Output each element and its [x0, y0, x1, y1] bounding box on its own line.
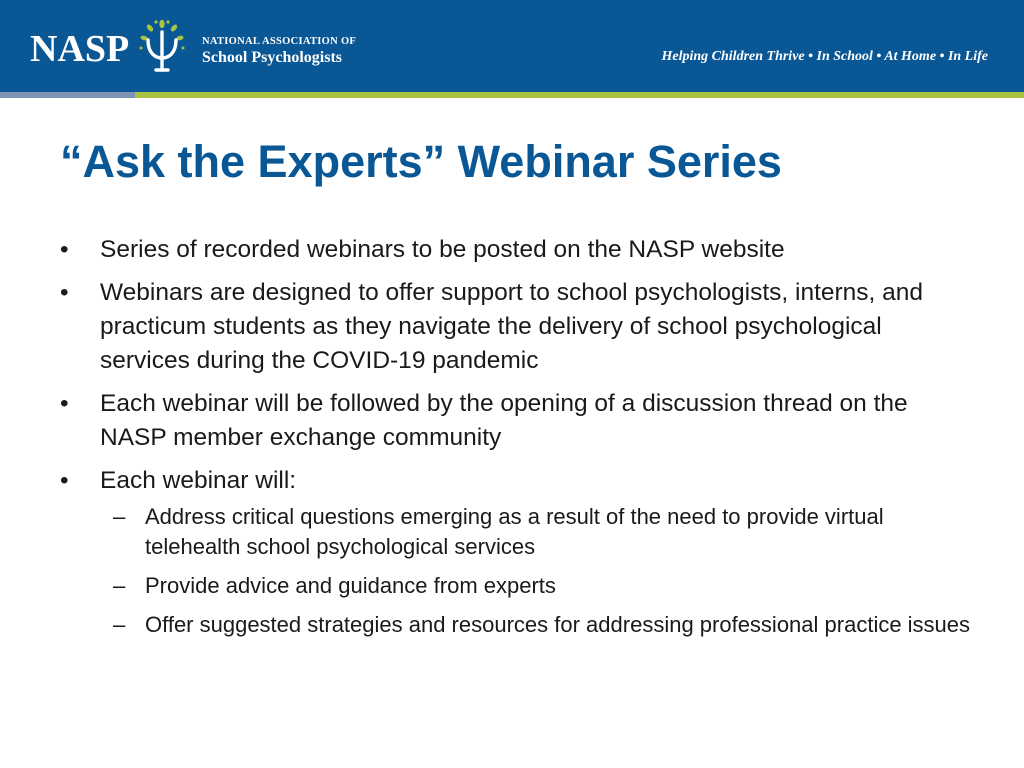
bullet-marker: • [60, 279, 69, 306]
sub-bullet-marker: – [113, 504, 126, 529]
sub-bullet-item [100, 610, 978, 640]
org-name-line2: School Psychologists [202, 49, 343, 66]
bullet-text: Series of recorded webinars to be posted on the NASP website [100, 236, 785, 263]
sub-bullet-text: Offer suggested strategies and resources for addressing professional practice issues [145, 612, 971, 637]
bullet-item [58, 276, 978, 378]
bullet-text: Each webinar will be followed by the opening of a discussion thread on the NASP member exchange community [100, 390, 908, 451]
psi-symbol-icon [136, 18, 188, 74]
bullet-text: Webinars are designed to offer support to school psychologists, interns, and practicum students as they navigate the delivery of school psychological services during the COVID-19 pandemic [100, 279, 924, 374]
bullet-item [58, 233, 978, 267]
bullet-item [58, 387, 978, 455]
bullet-marker: • [60, 236, 69, 263]
bullet-marker: • [60, 390, 69, 417]
sub-bullet-item [100, 502, 978, 562]
bullet-item [58, 464, 978, 640]
sub-bullet-marker: – [113, 612, 126, 637]
sub-bullet-text: Address critical questions emerging as a result of the need to provide virtual telehealth school psychological services [145, 504, 884, 559]
bullet-list [58, 233, 978, 649]
sub-bullet-text: Provide advice and guidance from experts [145, 573, 556, 598]
header-accent-stripe-left [0, 92, 135, 98]
slide-title: “Ask the Experts” Webinar Series [60, 136, 782, 187]
header-accent-stripe [0, 92, 1024, 98]
sub-bullet-marker: – [113, 573, 126, 598]
sub-bullet-list [100, 502, 978, 640]
nasp-logo-text: NASP [30, 28, 130, 70]
sub-bullet-item [100, 571, 978, 601]
org-name-line1: NATIONAL ASSOCIATION OF [202, 36, 357, 47]
header-tagline: Helping Children Thrive • In School • At Home • In Life [661, 49, 988, 64]
bullet-marker: • [60, 467, 69, 494]
bullet-text: Each webinar will: [100, 467, 297, 494]
